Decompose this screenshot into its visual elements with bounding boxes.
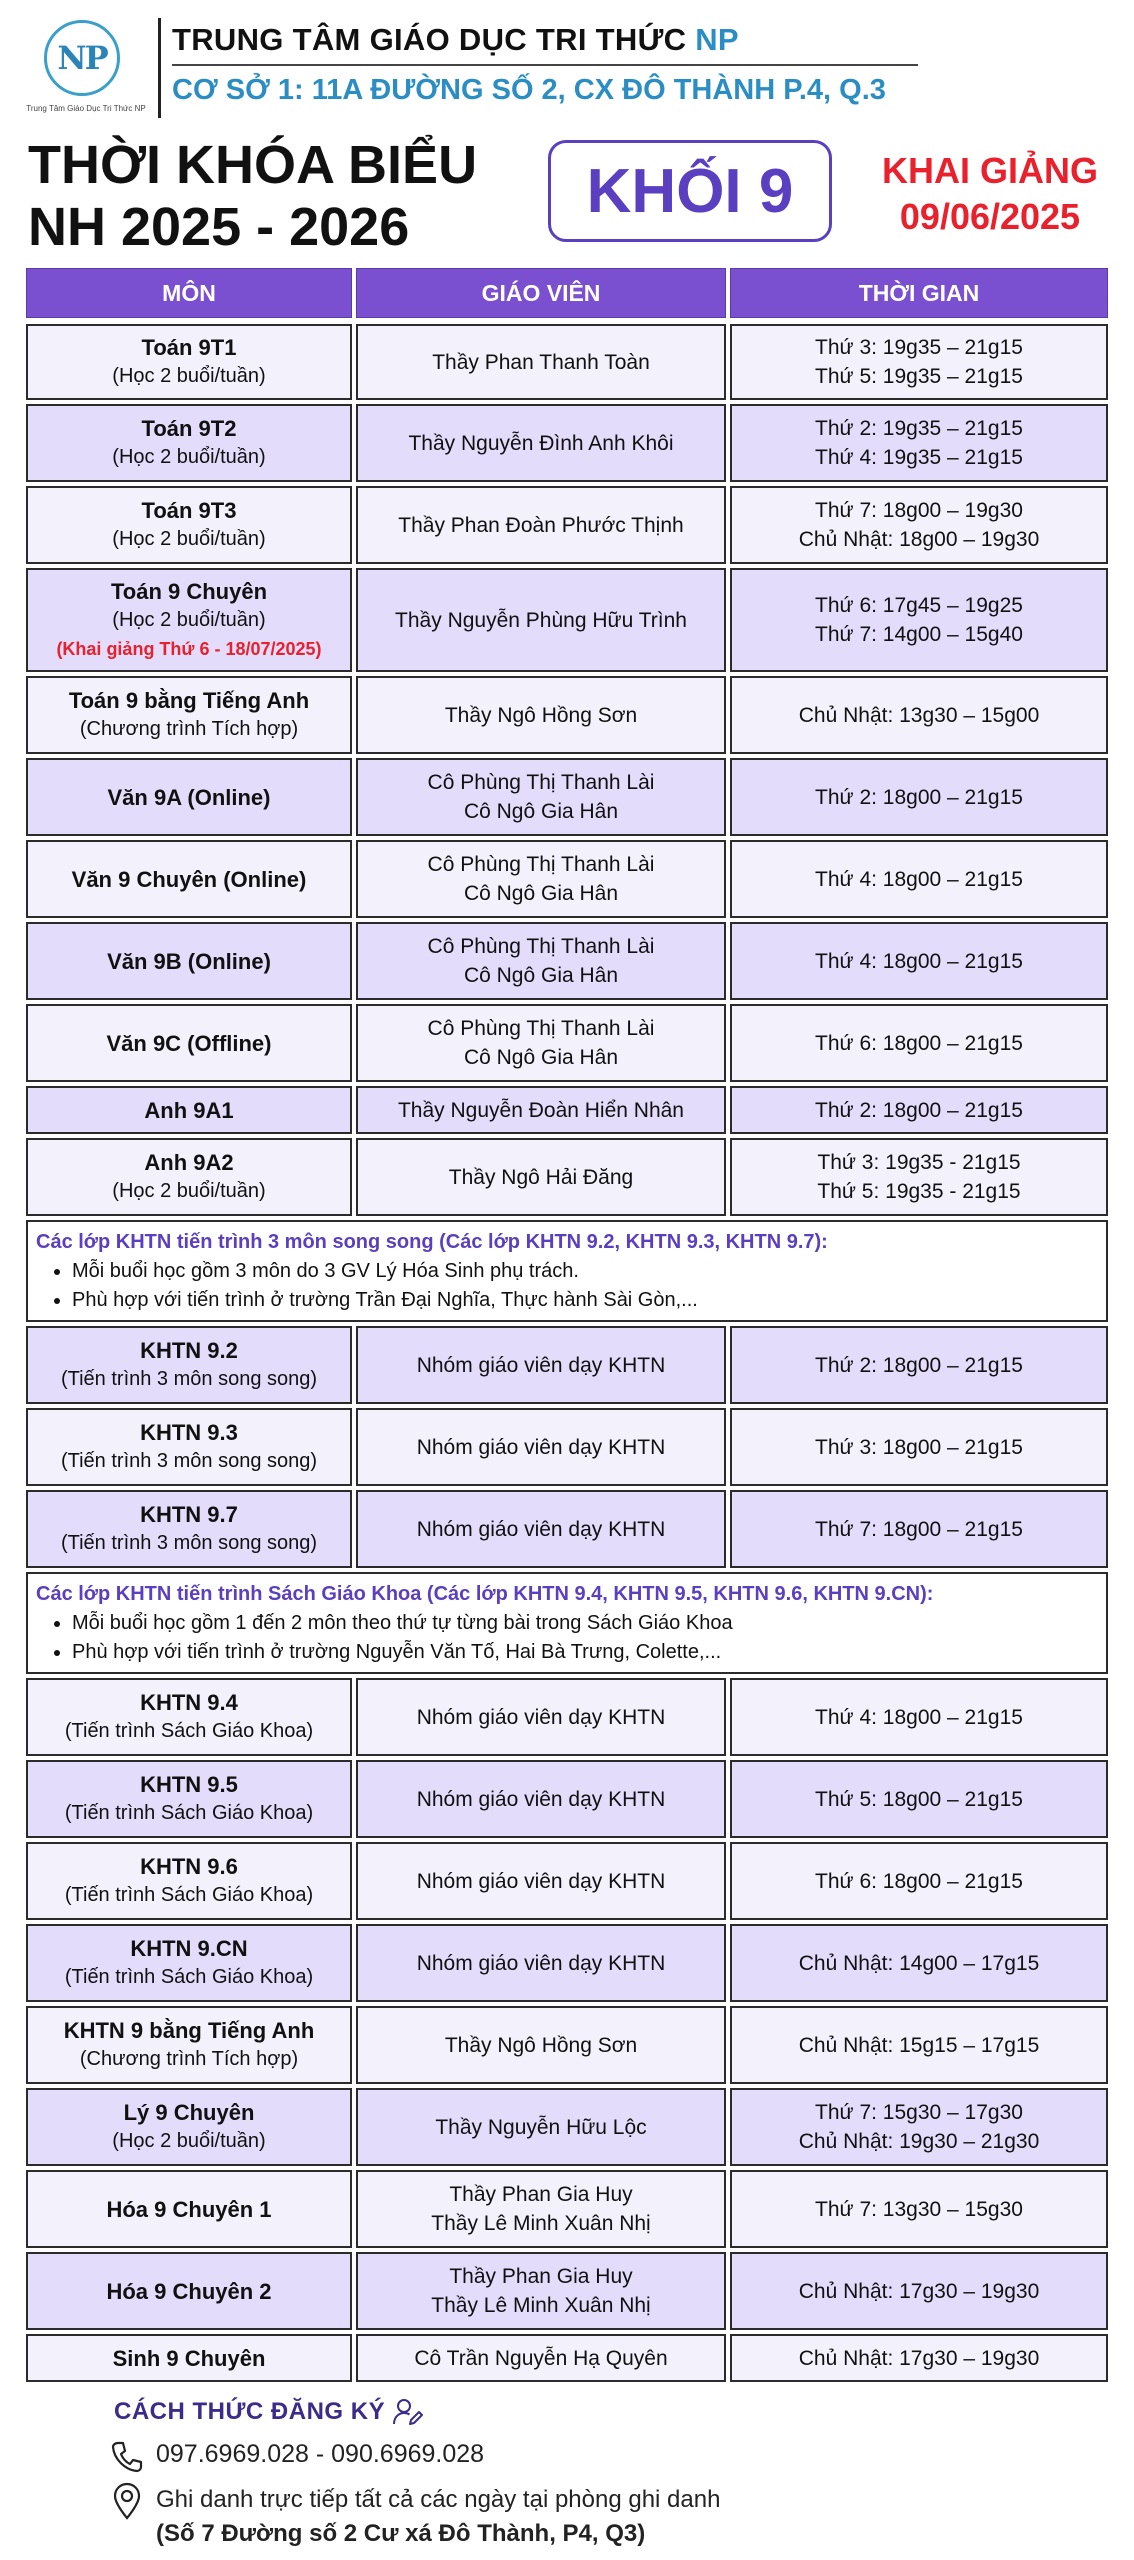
time-cell <box>730 2170 1108 2248</box>
time-slot: Thứ 7: 13g30 – 15g30 <box>815 2197 1023 2221</box>
teacher-cell <box>356 1086 726 1134</box>
subject-name: Văn 9 Chuyên (Online) <box>71 866 307 892</box>
teacher-cell <box>356 758 726 836</box>
time-cell <box>730 922 1108 1000</box>
teacher-name: Thầy Nguyễn Hữu Lộc <box>435 2115 647 2139</box>
time-slot: Thứ 5: 18g00 – 21g15 <box>815 1787 1023 1811</box>
subject-cell <box>26 1678 352 1756</box>
teacher-cell <box>356 1678 726 1756</box>
subject-name: Hóa 9 Chuyên 1 <box>106 2196 272 2222</box>
teacher-name: Thầy Phan Đoàn Phước Thịnh <box>398 513 684 537</box>
note-item: • Phù hợp với tiến trình ở trường Trần Đại Nghĩa, Thực hành Sài Gòn,... <box>72 1286 1098 1315</box>
phone-numbers[interactable]: 097.6969.028 - 090.6969.028 <box>156 2440 485 2468</box>
register-title: CÁCH THỨC ĐĂNG KÝ <box>114 2398 386 2425</box>
subject-name: Anh 9A1 <box>144 1097 234 1123</box>
teacher-cell <box>356 922 726 1000</box>
subject-name: Sinh 9 Chuyên <box>112 2345 266 2371</box>
note-list <box>36 1609 1098 1667</box>
time-cell <box>730 1086 1108 1134</box>
teacher-cell <box>356 1408 726 1486</box>
teacher-cell <box>356 1760 726 1838</box>
note-item: • Mỗi buổi học gồm 3 môn do 3 GV Lý Hóa Sinh phụ trách. <box>72 1257 1098 1286</box>
subject-name: Văn 9B (Online) <box>107 948 271 974</box>
subject-cell <box>26 1326 352 1404</box>
opening-date: 09/06/2025 <box>899 196 1081 237</box>
time-cell <box>730 1408 1108 1486</box>
time-slot: Thứ 7: 14g00 – 15g40 <box>815 623 1023 646</box>
subject-note: (Tiến trình 3 môn song song) <box>60 1450 318 1472</box>
subject-note: (Chương trình Tích hợp) <box>79 718 299 740</box>
time-cell <box>730 1924 1108 2002</box>
khtn-textbook-note <box>26 1572 1108 1674</box>
subject-name: Văn 9A (Online) <box>107 784 271 810</box>
khtn-parallel-note <box>26 1220 1108 1322</box>
subject-name: KHTN 9 bằng Tiếng Anh <box>63 2018 315 2043</box>
school-year: NH 2025 - 2026 <box>28 197 410 257</box>
time-slot: Thứ 7: 18g00 – 19g30 <box>815 499 1023 522</box>
subject-name: KHTN 9.3 <box>140 1420 238 1445</box>
time-cell <box>730 1490 1108 1568</box>
teacher-name: Cô Trần Nguyễn Hạ Quyên <box>414 2346 668 2370</box>
time-slot: Thứ 5: 19g35 – 21g15 <box>815 365 1023 388</box>
subject-cell <box>26 2170 352 2248</box>
time-cell <box>730 1326 1108 1404</box>
teacher-cell <box>356 2334 726 2382</box>
subject-cell <box>26 1408 352 1486</box>
teacher-name: Thầy Nguyễn Phùng Hữu Trình <box>395 608 687 632</box>
teacher-name: Thầy Phan Gia Huy <box>449 2265 633 2288</box>
org-name-main: TRUNG TÂM GIÁO DỤC TRI THỨC <box>172 22 696 57</box>
org-address: CƠ SỞ 1: 11A ĐƯỜNG SỐ 2, CX ĐÔ THÀNH P.4, Q.3 <box>172 74 886 106</box>
subject-name: KHTN 9.CN <box>130 1936 248 1961</box>
column-header-time: THỜI GIAN <box>730 268 1108 318</box>
time-cell <box>730 486 1108 564</box>
time-slot: Thứ 7: 18g00 – 21g15 <box>815 1517 1023 1541</box>
time-slot: Thứ 4: 18g00 – 21g15 <box>815 867 1023 891</box>
teacher-name: Nhóm giáo viên dạy KHTN <box>416 1705 666 1729</box>
teacher-cell <box>356 1842 726 1920</box>
teacher-cell <box>356 2088 726 2166</box>
time-slot: Thứ 2: 18g00 – 21g15 <box>815 1098 1023 1122</box>
opening-note: (Khai giảng Thứ 6 - 18/07/2025) <box>56 638 322 659</box>
column-header-subject: MÔN <box>26 268 352 318</box>
teacher-name: Thầy Phan Thanh Toàn <box>432 350 650 374</box>
subject-name: Toán 9T3 <box>141 498 237 523</box>
time-slot: Chủ Nhật: 14g00 – 17g15 <box>798 1951 1040 1975</box>
time-slot: Chủ Nhật: 18g00 – 19g30 <box>798 528 1040 551</box>
subject-cell <box>26 840 352 918</box>
teacher-name: Cô Ngô Gia Hân <box>463 882 619 905</box>
teacher-name: Thầy Ngô Hồng Sơn <box>444 703 638 727</box>
grade-badge: KHỐI 9 <box>548 140 832 242</box>
subject-note: (Học 2 buổi/tuần) <box>112 1180 266 1202</box>
logo-caption: Trung Tâm Giáo Dục Tri Thức NP <box>26 104 146 113</box>
teacher-name: Thầy Nguyễn Đoàn Hiển Nhân <box>397 1098 684 1122</box>
time-slot: Chủ Nhật: 17g30 – 19g30 <box>798 2346 1040 2370</box>
time-cell <box>730 2252 1108 2330</box>
teacher-cell <box>356 568 726 672</box>
note-title: Các lớp KHTN tiến trình 3 môn song song (Các lớp KHTN 9.2, KHTN 9.3, KHTN 9.7): <box>36 1231 828 1253</box>
time-cell <box>730 2006 1108 2084</box>
time-slot: Thứ 4: 18g00 – 21g15 <box>815 1705 1023 1729</box>
subject-cell <box>26 922 352 1000</box>
time-slot: Thứ 2: 19g35 – 21g15 <box>815 417 1023 440</box>
time-slot: Thứ 2: 18g00 – 21g15 <box>815 785 1023 809</box>
column-header-teacher: GIÁO VIÊN <box>356 268 726 318</box>
time-cell <box>730 404 1108 482</box>
teacher-cell <box>356 840 726 918</box>
teacher-name: Cô Ngô Gia Hân <box>463 1046 619 1069</box>
time-slot: Thứ 2: 18g00 – 21g15 <box>815 1353 1023 1377</box>
subject-cell <box>26 2334 352 2382</box>
note-title: Các lớp KHTN tiến trình Sách Giáo Khoa (Các lớp KHTN 9.4, KHTN 9.5, KHTN 9.6, KHTN 9.CN): <box>36 1583 934 1605</box>
teacher-cell <box>356 404 726 482</box>
time-slot: Thứ 5: 19g35 - 21g15 <box>817 1180 1021 1203</box>
teacher-cell <box>356 2252 726 2330</box>
subject-name: Anh 9A2 <box>144 1150 234 1175</box>
schedule-title: THỜI KHÓA BIỂU <box>28 135 478 195</box>
teacher-name: Nhóm giáo viên dạy KHTN <box>416 1951 666 1975</box>
teacher-name: Cô Phùng Thị Thanh Lài <box>427 771 655 794</box>
teacher-name: Nhóm giáo viên dạy KHTN <box>416 1787 666 1811</box>
note-list <box>36 1257 1098 1315</box>
subject-note: (Học 2 buổi/tuần) <box>112 365 266 387</box>
time-slot: Thứ 6: 18g00 – 21g15 <box>815 1031 1023 1055</box>
subject-note: (Học 2 buổi/tuần) <box>112 608 266 631</box>
subject-cell <box>26 1924 352 2002</box>
time-cell <box>730 2334 1108 2382</box>
subject-name: Toán 9T2 <box>141 416 237 441</box>
teacher-cell <box>356 486 726 564</box>
subject-name: KHTN 9.2 <box>140 1338 238 1363</box>
user-edit-icon <box>392 2396 424 2428</box>
time-cell <box>730 2088 1108 2166</box>
subject-cell <box>26 758 352 836</box>
subject-name: Văn 9C (Offline) <box>106 1030 272 1056</box>
location-pin-icon <box>112 2482 142 2520</box>
time-slot: Chủ Nhật: 15g15 – 17g15 <box>798 2033 1040 2057</box>
time-cell <box>730 676 1108 754</box>
time-slot: Chủ Nhật: 17g30 – 19g30 <box>798 2279 1040 2303</box>
subject-cell <box>26 676 352 754</box>
time-cell <box>730 840 1108 918</box>
teacher-cell <box>356 1490 726 1568</box>
subject-name: KHTN 9.4 <box>140 1690 238 1715</box>
time-slot: Chủ Nhật: 13g30 – 15g00 <box>798 703 1040 727</box>
time-cell <box>730 1138 1108 1216</box>
time-cell <box>730 324 1108 400</box>
subject-name: KHTN 9.6 <box>140 1854 238 1879</box>
time-cell <box>730 1842 1108 1920</box>
time-slot: Thứ 4: 19g35 – 21g15 <box>815 446 1023 469</box>
subject-name: KHTN 9.5 <box>140 1772 238 1797</box>
subject-note: (Học 2 buổi/tuần) <box>112 446 266 468</box>
teacher-name: Nhóm giáo viên dạy KHTN <box>416 1517 666 1541</box>
time-cell <box>730 1760 1108 1838</box>
register-address-line1: Ghi danh trực tiếp tất cả các ngày tại phòng ghi danh <box>156 2486 721 2513</box>
teacher-cell <box>356 2006 726 2084</box>
subject-name: KHTN 9.7 <box>140 1502 238 1527</box>
subject-note: (Tiến trình 3 môn song song) <box>60 1532 318 1554</box>
teacher-name: Thầy Phan Gia Huy <box>449 2183 633 2206</box>
teacher-name: Thầy Ngô Hải Đăng <box>448 1165 634 1189</box>
teacher-cell <box>356 676 726 754</box>
org-name <box>172 22 739 58</box>
subject-cell <box>26 324 352 400</box>
subject-note: (Học 2 buổi/tuần) <box>112 2130 266 2152</box>
opening-label: KHAI GIẢNG <box>882 150 1098 191</box>
teacher-name: Thầy Lê Minh Xuân Nhị <box>431 2212 651 2235</box>
teacher-cell <box>356 2170 726 2248</box>
subject-cell <box>26 2006 352 2084</box>
time-cell <box>730 1678 1108 1756</box>
subject-note: (Học 2 buổi/tuần) <box>112 528 266 550</box>
teacher-name: Nhóm giáo viên dạy KHTN <box>416 1353 666 1377</box>
time-slot: Thứ 6: 18g00 – 21g15 <box>815 1869 1023 1893</box>
subject-note: (Tiến trình 3 môn song song) <box>60 1368 318 1390</box>
time-cell <box>730 568 1108 672</box>
subject-cell <box>26 1004 352 1082</box>
note-item: • Phù hợp với tiến trình ở trường Nguyễn Văn Tố, Hai Bà Trưng, Colette,... <box>72 1638 1098 1667</box>
time-slot: Thứ 3: 19g35 - 21g15 <box>817 1151 1021 1174</box>
time-slot: Chủ Nhật: 19g30 – 21g30 <box>798 2130 1040 2153</box>
subject-note: (Tiến trình Sách Giáo Khoa) <box>64 1802 314 1824</box>
teacher-name: Nhóm giáo viên dạy KHTN <box>416 1435 666 1459</box>
time-slot: Thứ 4: 18g00 – 21g15 <box>815 949 1023 973</box>
register-address-line2: (Số 7 Đường số 2 Cư xá Đô Thành, P4, Q3) <box>156 2520 646 2547</box>
subject-note: (Tiến trình Sách Giáo Khoa) <box>64 1720 314 1742</box>
subject-note: (Tiến trình Sách Giáo Khoa) <box>64 1966 314 1988</box>
teacher-cell <box>356 324 726 400</box>
subject-cell <box>26 1490 352 1568</box>
subject-name: Hóa 9 Chuyên 2 <box>106 2278 272 2304</box>
time-slot: Thứ 6: 17g45 – 19g25 <box>815 594 1023 617</box>
teacher-cell <box>356 1326 726 1404</box>
time-slot: Thứ 7: 15g30 – 17g30 <box>815 2101 1023 2124</box>
teacher-name: Thầy Lê Minh Xuân Nhị <box>431 2294 651 2317</box>
header-divider-vertical <box>158 18 161 118</box>
teacher-cell <box>356 1138 726 1216</box>
subject-cell <box>26 1138 352 1216</box>
teacher-name: Cô Phùng Thị Thanh Lài <box>427 1017 655 1040</box>
time-cell <box>730 758 1108 836</box>
header-divider-horizontal <box>172 64 918 66</box>
center-logo <box>26 20 146 120</box>
teacher-name: Cô Ngô Gia Hân <box>463 800 619 823</box>
teacher-cell <box>356 1004 726 1082</box>
subject-cell <box>26 1086 352 1134</box>
time-slot: Thứ 3: 19g35 – 21g15 <box>815 336 1023 359</box>
note-item: • Mỗi buổi học gồm 1 đến 2 môn theo thứ tự từng bài trong Sách Giáo Khoa <box>72 1609 1098 1638</box>
subject-name: Toán 9 bằng Tiếng Anh <box>68 688 310 713</box>
logo-mark: NP <box>44 20 120 96</box>
subject-cell <box>26 568 352 672</box>
teacher-name: Thầy Nguyễn Đình Anh Khôi <box>408 431 674 455</box>
subject-note: (Chương trình Tích hợp) <box>79 2048 299 2070</box>
subject-cell <box>26 486 352 564</box>
subject-note: (Tiến trình Sách Giáo Khoa) <box>64 1884 314 1906</box>
subject-cell <box>26 2252 352 2330</box>
subject-cell <box>26 404 352 482</box>
teacher-name: Cô Phùng Thị Thanh Lài <box>427 853 655 876</box>
teacher-name: Cô Phùng Thị Thanh Lài <box>427 935 655 958</box>
subject-name: Toán 9 Chuyên <box>110 578 268 604</box>
time-slot: Thứ 3: 18g00 – 21g15 <box>815 1435 1023 1459</box>
subject-cell <box>26 2088 352 2166</box>
teacher-cell <box>356 1924 726 2002</box>
teacher-name: Nhóm giáo viên dạy KHTN <box>416 1869 666 1893</box>
phone-icon <box>110 2440 144 2474</box>
subject-cell <box>26 1760 352 1838</box>
subject-name: Toán 9T1 <box>141 335 237 360</box>
time-cell <box>730 1004 1108 1082</box>
org-name-np: NP <box>695 22 739 57</box>
teacher-name: Cô Ngô Gia Hân <box>463 964 619 987</box>
teacher-name: Thầy Ngô Hồng Sơn <box>444 2033 638 2057</box>
subject-name: Lý 9 Chuyên <box>123 2100 255 2125</box>
subject-cell <box>26 1842 352 1920</box>
